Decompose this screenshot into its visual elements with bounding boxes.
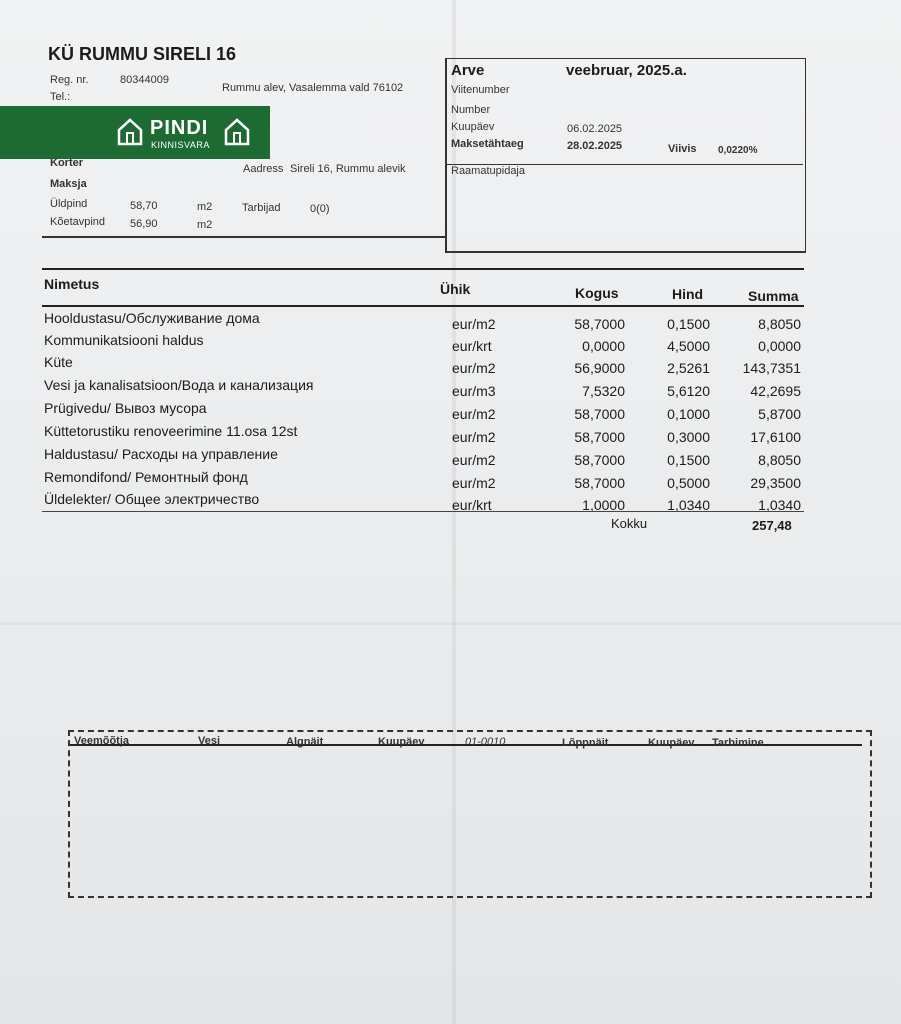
number-label: Number (451, 104, 491, 116)
kuupaev-label: Kuupäev (451, 121, 495, 133)
total-label: Kokku (611, 516, 648, 531)
col-header-qty: Kogus (575, 285, 619, 301)
cell-price: 0,1000 (667, 406, 710, 422)
meter-header-cell: Vesi (198, 735, 221, 748)
col-header-price: Hind (672, 286, 704, 302)
address-value: Sireli 16, Rummu alevik (290, 163, 406, 175)
viivis-label: Viivis (668, 143, 697, 155)
meter-box (68, 730, 872, 898)
tarbijad-value: 0(0) (310, 203, 330, 215)
cell-price: 1,0340 (667, 497, 710, 513)
cell-price: 0,1500 (667, 452, 710, 468)
cell-name: Hooldustasu/Обслуживание дома (44, 310, 260, 326)
cell-sum: 8,8050 (758, 316, 801, 332)
cell-qty: 56,9000 (574, 360, 625, 376)
koetavpind-unit: m2 (197, 219, 213, 231)
cell-name: Küte (44, 354, 73, 370)
uldpind-value: 58,70 (130, 200, 158, 212)
cell-qty: 0,0000 (582, 338, 625, 354)
total-value: 257,48 (752, 518, 792, 533)
viitenumber-label: Viitenumber (451, 84, 510, 96)
maksetahtaeg-value: 28.02.2025 (567, 140, 623, 152)
col-header-name: Nimetus (44, 276, 100, 292)
reg-value: 80344009 (120, 74, 169, 86)
col-header-sum: Summa (748, 288, 799, 304)
cell-unit: eur/m2 (452, 406, 496, 422)
cell-unit: eur/m2 (452, 452, 496, 468)
col-header-unit: Ühik (440, 281, 471, 297)
cell-name: Remondifond/ Ремонтный фонд (44, 469, 248, 485)
paper-fold (0, 622, 901, 625)
house-icon (224, 118, 250, 146)
invoice-period: veebruar, 2025.a. (566, 62, 687, 79)
divider (42, 236, 446, 238)
cell-price: 2,5261 (667, 360, 710, 376)
cell-price: 0,1500 (667, 316, 710, 332)
pindi-banner (0, 106, 270, 159)
tarbijad-label: Tarbijad (242, 202, 281, 214)
cell-sum: 143,7351 (742, 360, 801, 376)
cell-name: Prügivedu/ Вывоз мусора (44, 400, 207, 416)
meter-header-cell: Veemõõtja (74, 735, 130, 747)
company-address: Rummu alev, Vasalemma vald 76102 (222, 82, 404, 94)
table-top-rule (42, 268, 804, 270)
cell-qty: 58,7000 (574, 452, 625, 468)
cell-sum: 0,0000 (758, 338, 801, 354)
cell-sum: 1,0340 (758, 497, 801, 513)
arve-label: Arve (451, 62, 485, 79)
raamatupidaja-label: Raamatupidaja (451, 165, 525, 177)
meter-header-cell: Kuupäev (648, 736, 695, 749)
cell-qty: 58,7000 (574, 316, 625, 332)
cell-name: Haldustasu/ Расходы на управление (44, 446, 278, 462)
address-label: Aadress (243, 163, 284, 175)
cell-unit: eur/m2 (452, 360, 496, 376)
meter-header-cell: Tarbimine (712, 737, 764, 750)
cell-name: Küttetorustiku renoveerimine 11.osa 12st (44, 423, 298, 439)
table-header-rule (42, 305, 804, 307)
cell-unit: eur/m2 (452, 429, 496, 445)
cell-unit: eur/m2 (452, 475, 496, 491)
maksja-label: Maksja (50, 178, 87, 190)
meter-header-cell: 01-0010 (465, 736, 506, 749)
meter-header-cell: Lõppnäit (562, 736, 609, 749)
uldpind-unit: m2 (197, 201, 213, 213)
cell-qty: 58,7000 (574, 429, 625, 445)
cell-qty: 58,7000 (574, 406, 625, 422)
meter-header-cell: Kuupäev (378, 735, 425, 748)
brand-subtitle: KINNISVARA (151, 140, 210, 150)
cell-name: Üldelekter/ Общее электричество (44, 491, 260, 507)
cell-name: Vesi ja kanalisatsioon/Вода и канализация (44, 377, 314, 393)
maksetahtaeg-label: Maksetähtaeg (451, 138, 524, 150)
cell-name: Kommunikatsiooni haldus (44, 332, 204, 348)
cell-price: 4,5000 (667, 338, 710, 354)
cell-qty: 1,0000 (582, 497, 625, 513)
koetavpind-label: Kõetavpind (50, 216, 106, 228)
koetavpind-value: 56,90 (130, 218, 158, 230)
cell-unit: eur/krt (452, 497, 492, 513)
cell-qty: 7,5320 (582, 383, 625, 399)
kuupaev-value: 06.02.2025 (567, 123, 623, 135)
tel-label: Tel.: (50, 91, 71, 103)
meter-header-cell: Algnäit (286, 735, 324, 748)
cell-unit: eur/m3 (452, 383, 496, 399)
cell-price: 0,3000 (667, 429, 710, 445)
table-bottom-rule (42, 511, 804, 512)
cell-sum: 17,6100 (750, 429, 801, 445)
cell-price: 5,6120 (667, 383, 710, 399)
cell-sum: 42,2695 (750, 383, 801, 399)
korter-label: Korter (50, 157, 84, 169)
cell-sum: 8,8050 (758, 452, 801, 468)
cell-unit: eur/krt (452, 338, 492, 354)
cell-unit: eur/m2 (452, 316, 496, 332)
company-title: KÜ RUMMU SIRELI 16 (48, 44, 237, 64)
brand-name: PINDI (150, 117, 209, 139)
cell-sum: 29,3500 (750, 475, 801, 491)
house-icon (117, 118, 143, 146)
viivis-value: 0,0220% (718, 145, 758, 156)
cell-qty: 58,7000 (574, 475, 625, 491)
cell-sum: 5,8700 (758, 406, 801, 422)
cell-price: 0,5000 (667, 475, 710, 491)
reg-label: Reg. nr. (50, 74, 89, 86)
uldpind-label: Üldpind (50, 198, 88, 210)
